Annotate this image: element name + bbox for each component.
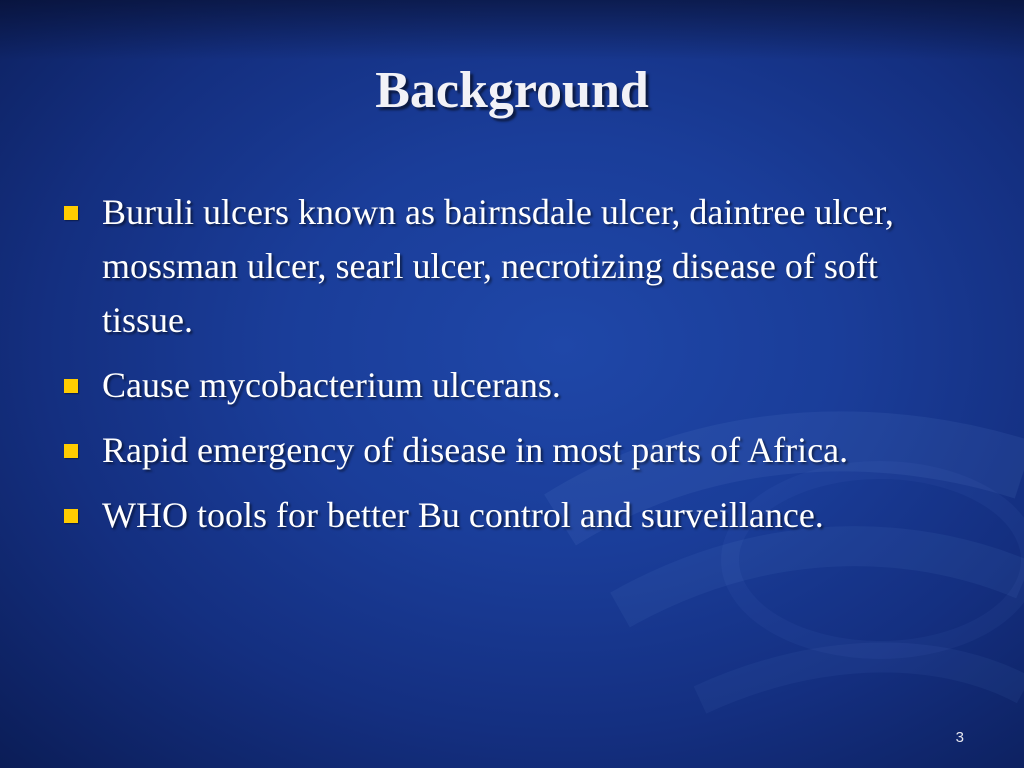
bullet-text: Buruli ulcers known as bairnsdale ulcer, daintree ulcer, mossman ulcer, searl ulcer, necrotizing disease of soft tissue. <box>102 192 894 340</box>
bullet-item <box>60 423 970 477</box>
square-bullet-icon <box>64 444 78 458</box>
bullet-list <box>60 185 970 553</box>
square-bullet-icon <box>64 206 78 220</box>
slide-title: Background <box>375 62 649 119</box>
square-bullet-icon <box>64 379 78 393</box>
bullet-item <box>60 488 970 542</box>
bullet-text: Cause mycobacterium ulcerans. <box>102 365 561 405</box>
slide-page-number: 3 <box>955 729 964 746</box>
bullet-text: WHO tools for better Bu control and surveillance. <box>102 495 824 535</box>
bullet-text: Rapid emergency of disease in most parts of Africa. <box>102 430 849 470</box>
square-bullet-icon <box>64 509 78 523</box>
bullet-item <box>60 185 970 347</box>
bullet-item <box>60 358 970 412</box>
